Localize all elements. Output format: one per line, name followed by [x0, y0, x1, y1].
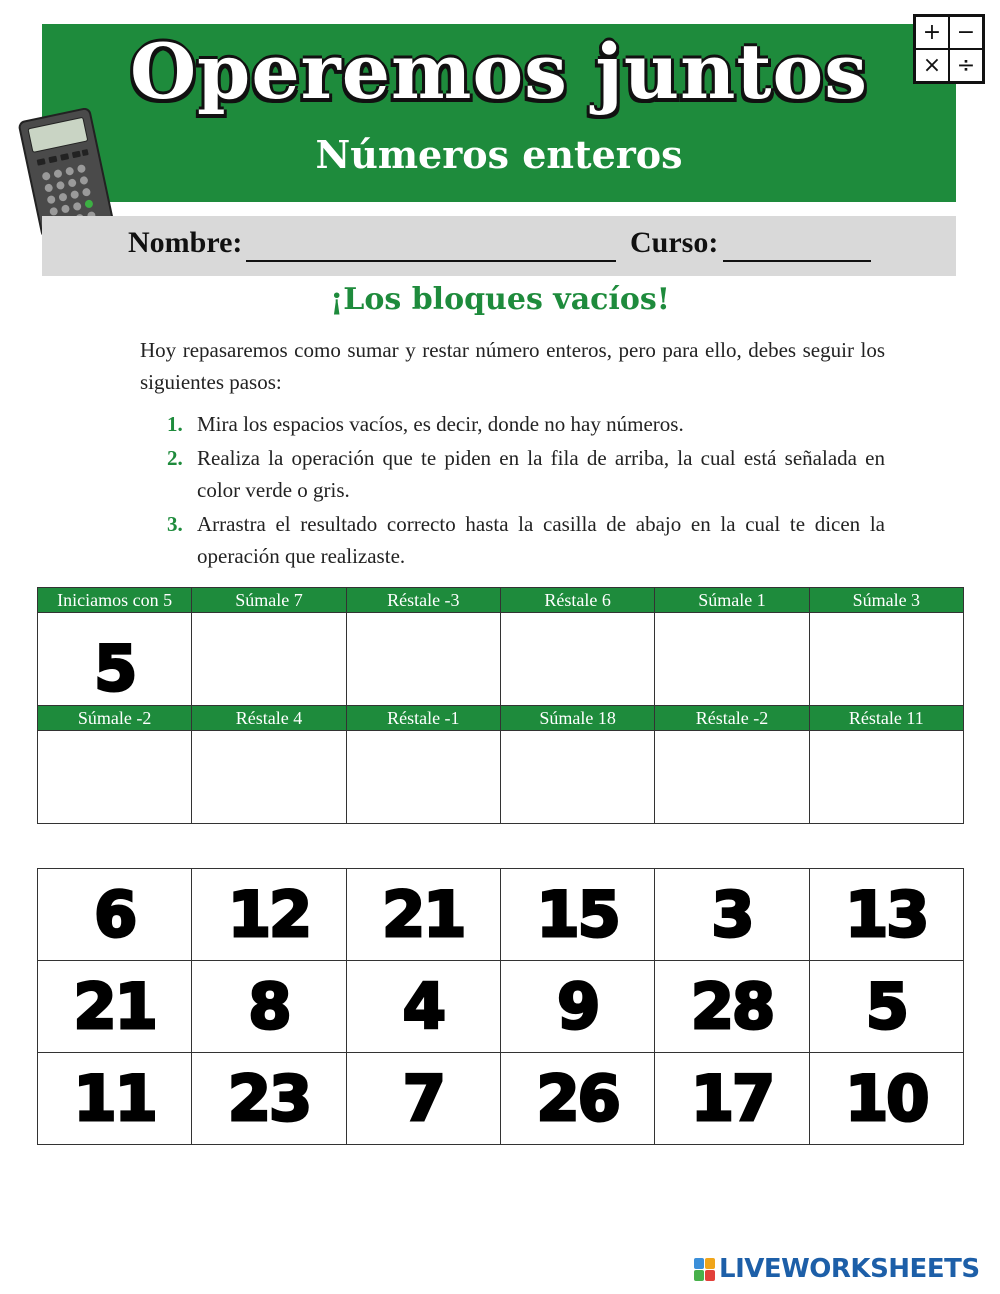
answer-tile[interactable]: [38, 961, 192, 1053]
answer-tile[interactable]: [809, 1053, 963, 1145]
operation-label: Réstale -3: [346, 588, 500, 613]
answer-value: 8: [248, 970, 290, 1043]
answer-value: 5: [865, 970, 907, 1043]
drop-zone[interactable]: [346, 613, 500, 706]
drop-zone[interactable]: [192, 613, 346, 706]
start-value-cell: [38, 613, 192, 706]
answer-value: 3: [711, 878, 753, 951]
operation-label: Réstale 6: [500, 588, 654, 613]
answer-value: 21: [382, 878, 465, 951]
operations-drop-row: [38, 731, 964, 824]
answer-tile[interactable]: [38, 869, 192, 961]
answer-bank: [37, 868, 964, 1145]
times-symbol: ×: [915, 49, 949, 82]
operations-header-row: [38, 588, 964, 613]
answer-tile[interactable]: [192, 869, 346, 961]
step-number: 1.: [167, 412, 183, 436]
drop-zone[interactable]: [655, 613, 809, 706]
course-label: Curso:: [630, 226, 719, 259]
operation-label: Iniciamos con 5: [38, 588, 192, 613]
step-text: Mira los espacios vacíos, es decir, donde no hay números.: [197, 412, 684, 436]
drop-zone[interactable]: [500, 613, 654, 706]
step-text: Realiza la operación que te piden en la fila de arriba, la cual está señalada en color verde o gris.: [197, 446, 885, 502]
answer-value: 15: [536, 878, 619, 951]
step-item: [140, 408, 885, 440]
drop-zone[interactable]: [809, 731, 963, 824]
drop-zone[interactable]: [500, 731, 654, 824]
answer-value: 9: [557, 970, 599, 1043]
answer-value: 13: [845, 878, 928, 951]
answer-tile[interactable]: [809, 961, 963, 1053]
answer-value: 12: [227, 878, 311, 951]
answer-row: [38, 1053, 964, 1145]
answer-tile[interactable]: [500, 869, 654, 961]
answer-tile[interactable]: [192, 1053, 346, 1145]
start-value: 5: [94, 632, 136, 705]
operation-label: Réstale -2: [655, 706, 809, 731]
operation-label: Súmale 1: [655, 588, 809, 613]
divide-symbol: ÷: [949, 49, 983, 82]
minus-symbol: −: [949, 16, 983, 49]
answer-tile[interactable]: [500, 1053, 654, 1145]
logo-mark-icon: [694, 1258, 715, 1281]
drop-zone[interactable]: [192, 731, 346, 824]
liveworksheets-logo: [694, 1252, 980, 1286]
activity-intro: Hoy repasaremos como sumar y restar número enteros, pero para ello, debes seguir los siguientes pasos:: [140, 338, 885, 394]
step-number: 3.: [167, 512, 183, 536]
answer-value: 23: [227, 1062, 311, 1135]
answer-tile[interactable]: [38, 1053, 192, 1145]
activity-heading: ¡Los bloques vacíos!: [330, 282, 670, 317]
answer-tile[interactable]: [655, 961, 809, 1053]
operations-drop-row: [38, 613, 964, 706]
answer-tile[interactable]: [655, 1053, 809, 1145]
page-title: Operemos juntos: [129, 27, 869, 116]
plus-symbol: +: [915, 16, 949, 49]
answer-tile[interactable]: [346, 1053, 500, 1145]
answer-value: 17: [690, 1062, 774, 1135]
steps-list: [140, 408, 885, 574]
course-line: [723, 260, 871, 262]
answer-value: 21: [73, 970, 156, 1043]
drop-zone[interactable]: [346, 731, 500, 824]
step-number: 2.: [167, 446, 183, 470]
answer-tile[interactable]: [192, 961, 346, 1053]
answer-tile[interactable]: [655, 869, 809, 961]
answer-value: 10: [845, 1062, 928, 1135]
answer-row: [38, 961, 964, 1053]
step-item: [140, 442, 885, 506]
step-text: Arrastra el resultado correcto hasta la casilla de abajo en la cual te dicen la operación que realizaste.: [197, 512, 885, 568]
answer-value: 4: [402, 970, 444, 1043]
logo-text: LIVEWORKSHEETS: [719, 1254, 980, 1284]
drop-zone[interactable]: [655, 731, 809, 824]
operations-header-row: [38, 706, 964, 731]
answer-value: 6: [94, 878, 136, 951]
answer-value: 26: [536, 1062, 619, 1135]
step-item: [140, 508, 885, 572]
operation-label: Súmale 7: [192, 588, 346, 613]
name-label: Nombre:: [128, 226, 243, 259]
operation-label: Réstale 4: [192, 706, 346, 731]
answer-value: 7: [402, 1062, 444, 1135]
drop-zone[interactable]: [809, 613, 963, 706]
operation-label: Súmale -2: [38, 706, 192, 731]
answer-value: 11: [73, 1062, 156, 1135]
answer-value: 28: [690, 970, 774, 1043]
drop-zone[interactable]: [38, 731, 192, 824]
operation-label: Súmale 18: [500, 706, 654, 731]
answer-row: [38, 869, 964, 961]
operation-label: Réstale -1: [346, 706, 500, 731]
operations-table: [37, 587, 964, 824]
answer-tile[interactable]: [500, 961, 654, 1053]
answer-tile[interactable]: [346, 961, 500, 1053]
name-line: [246, 260, 616, 262]
answer-tile[interactable]: [346, 869, 500, 961]
answer-tile[interactable]: [809, 869, 963, 961]
page-subtitle: Números enteros: [315, 132, 683, 177]
operation-label: Súmale 3: [809, 588, 963, 613]
operation-label: Réstale 11: [809, 706, 963, 731]
math-operations-icon: [913, 14, 985, 84]
